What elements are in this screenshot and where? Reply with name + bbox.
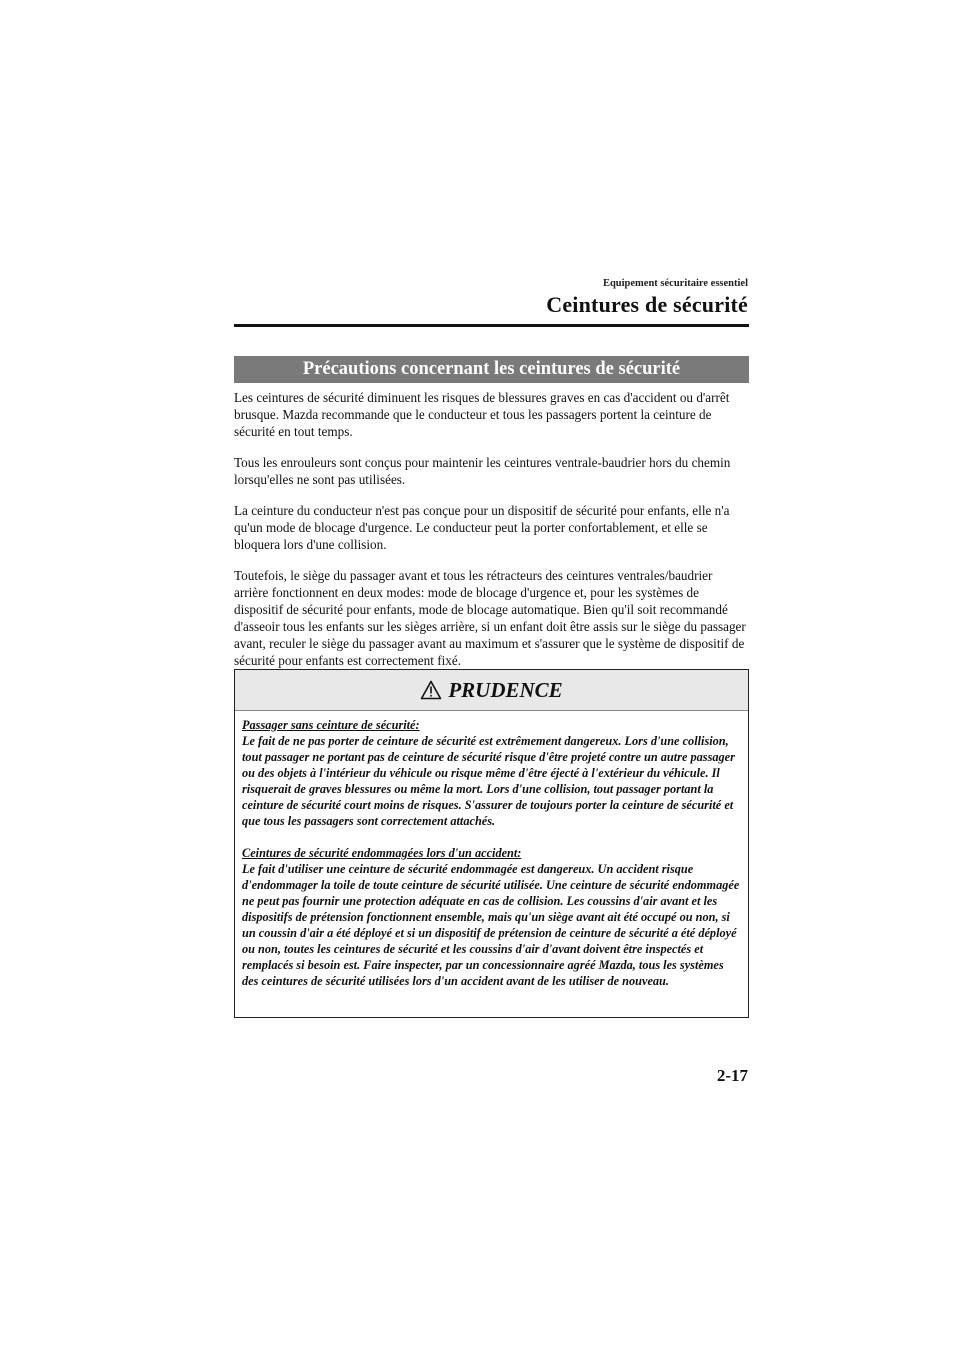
caution-title: PRUDENCE — [448, 677, 563, 702]
caution-box — [234, 669, 749, 1018]
caution-text: Le fait de ne pas porter de ceinture de sécurité est extrêmement dangereux. Lors d'une collision, tout passager ne portant pas de ceinture de sécurité risque d'être projeté contre un autre passager ou des objets à l'intérieur du véhicule ou risque même d'être éjecté à l'extérieur du véhicule. Il risquerait de graves blessures ou même la mort. Lors d'une collision, tout passager portant la ceinture de sécurité court moins de risques. S'assurer de toujours porter la ceinture de sécurité et que tous les passagers sont correctement attachés. — [242, 734, 735, 828]
paragraph: Tous les enrouleurs sont conçus pour maintenir les ceintures ventrale-baudrier hors du chemin lorsqu'elles ne sont pas utilisées. — [234, 455, 731, 487]
paragraph: La ceinture du conducteur n'est pas conçue pour un dispositif de sécurité pour enfants, elle n'a qu'un mode de blocage d'urgence. Le conducteur peut la porter confortablement, et elle se bloquera lors d'une collision. — [234, 503, 730, 552]
section-title: Précautions concernant les ceintures de sécurité — [234, 356, 749, 383]
body-text — [234, 389, 749, 683]
caution-text: Le fait d'utiliser une ceinture de sécurité endommagée est dangereux. Un accident risque d'endommager la toile de toute ceinture de sécurité utilisée. Une ceinture de sécurité endommagée ne peut pas fournir une protection adéquate en cas de collision. Les coussins d'air avant et les dispositifs de prétension fonctionnent ensemble, mais qu'un siège avant ait été occupé ou non, si un coussin d'air a été déployé et si un dispositif de prétension de ceinture de sécurité a été déployé ou non, toutes les ceintures de sécurité et les coussins d'air d'avant doivent être inspectés et remplacés si besoin est. Faire inspecter, par un concessionnaire agréé Mazda, tous les systèmes des ceintures de sécurité utilisées lors d'un accident avant de les utiliser de nouveau. — [242, 862, 740, 988]
header-divider — [234, 324, 749, 327]
caution-header — [235, 670, 748, 711]
caution-content — [235, 711, 748, 989]
page-title: Ceintures de sécurité — [546, 292, 748, 317]
page-number: 2-17 — [716, 1066, 748, 1085]
caution-block — [242, 845, 741, 989]
caution-heading: Passager sans ceinture de sécurité: — [242, 718, 420, 732]
paragraph: Les ceintures de sécurité diminuent les risques de blessures graves en cas d'accident ou d'arrêt brusque. Mazda recommande que le conducteur et tous les passagers portent la ceinture de sécurité en tout temps. — [234, 390, 730, 439]
caution-block — [242, 717, 741, 829]
paragraph: Toutefois, le siège du passager avant et tous les rétracteurs des ceintures ventrales/baudrier arrière fonctionnent en deux modes: mode de blocage d'urgence et, pour les systèmes de dispositif de sécurité pour enfants, mode de blocage automatique. Bien qu'il soit recommandé d'asseoir tous les enfants sur les sièges arrière, si un enfant doit être assis sur le siège du passager avant, reculer le siège du passager avant au maximum et s'assurer que le système de dispositif de sécurité pour enfants est correctement fixé. — [234, 568, 746, 668]
warning-triangle-icon — [420, 680, 442, 700]
chapter-label: Equipement sécuritaire essentiel — [602, 278, 748, 289]
caution-heading: Ceintures de sécurité endommagées lors d'un accident: — [242, 846, 522, 860]
